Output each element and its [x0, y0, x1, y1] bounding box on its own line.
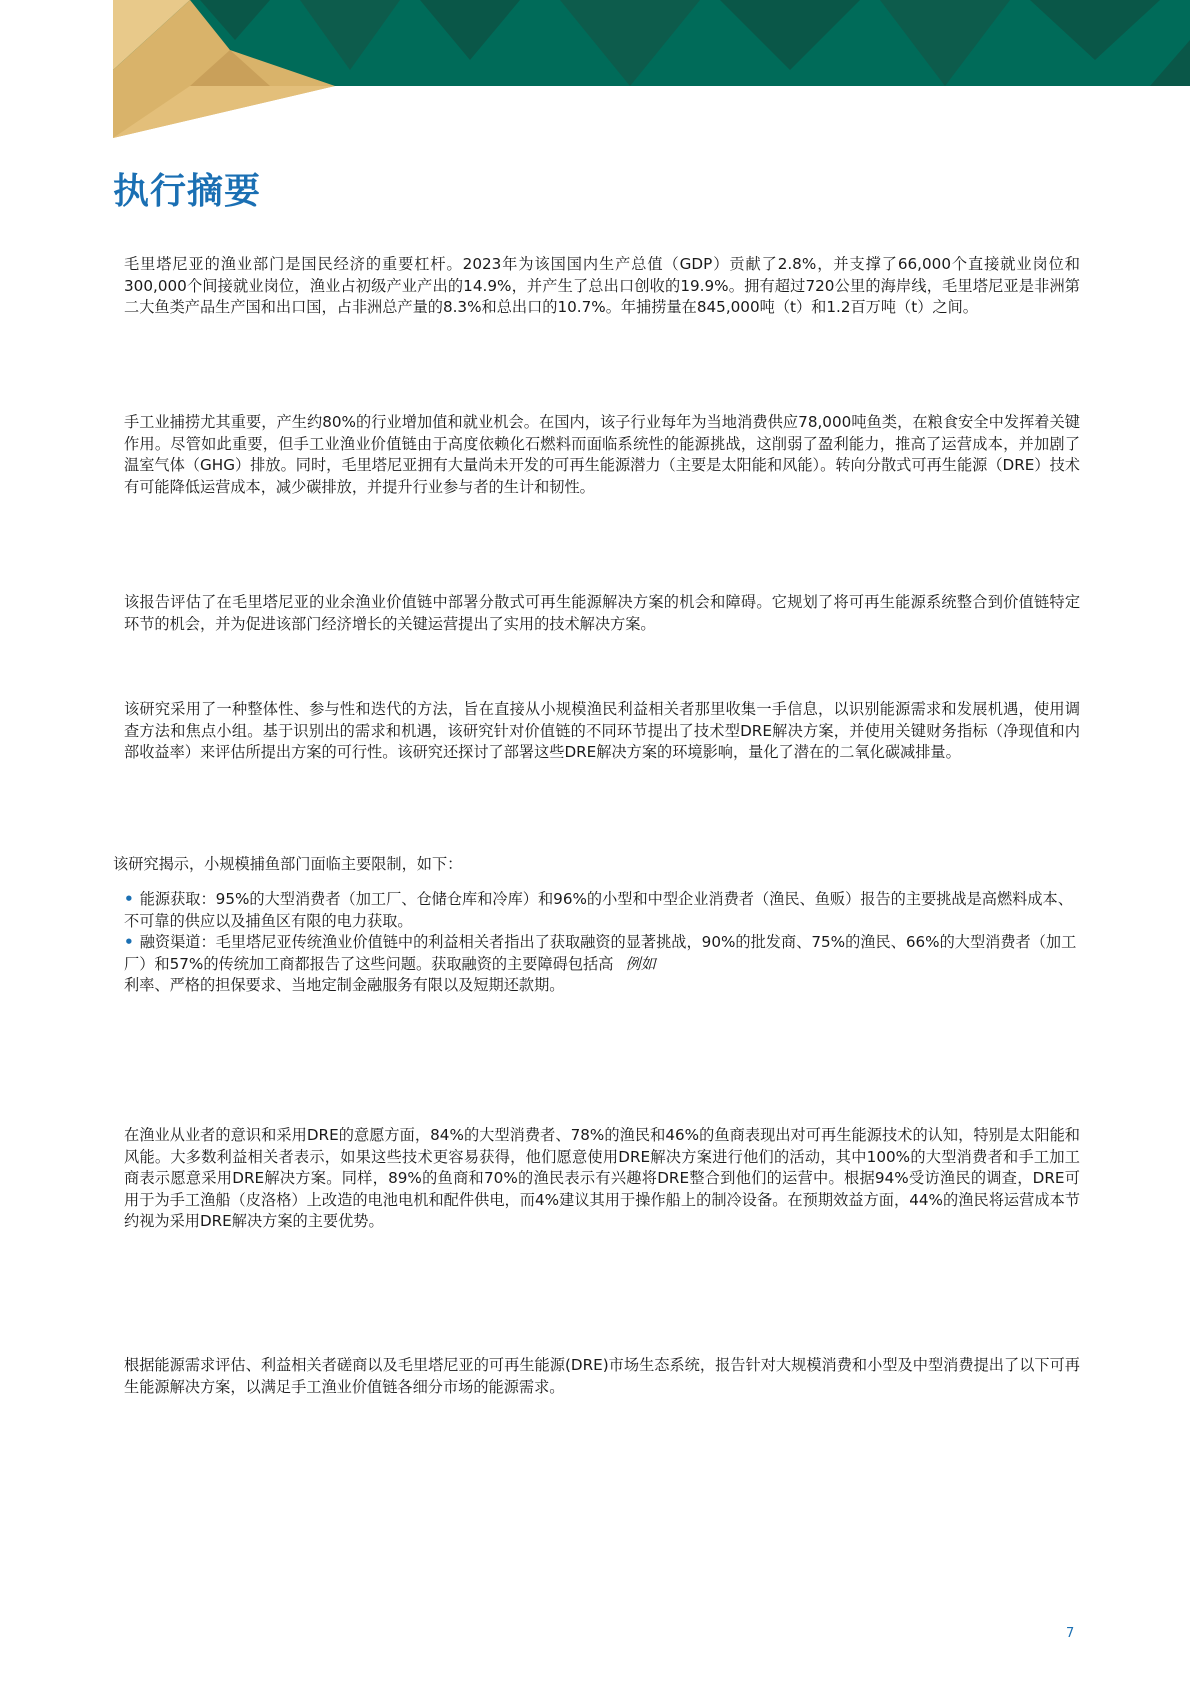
header-banner: [0, 0, 1190, 140]
list-item: [124, 932, 1080, 997]
paragraph-report-scope: 该报告评估了在毛里塔尼亚的业余渔业价值链中部署分散式可再生能源解决方案的机会和障碍。它规划了将可再生能源系统整合到价值链特定环节的机会，并为促进该部门经济增长的关键运营提出了实用的技术解决方案。: [124, 593, 1080, 633]
list-item-emphasis: 例如: [625, 954, 656, 973]
list-item-text-tail: 利率、严格的担保要求、当地定制金融服务有限以及短期还款期。: [124, 976, 565, 995]
bullet-marker: •: [124, 933, 134, 952]
paragraph-methodology: 该研究采用了一种整体性、参与性和迭代的方法，旨在直接从小规模渔民利益相关者那里收集一手信息，以识别能源需求和发展机遇，使用调查方法和焦点小组。基于识别出的需求和机遇，该研究针对价值链的不同环节提出了技术型DRE解决方案，并使用关键财务指标（净现值和内部收益率）来评估所提出方案的可行性。该研究还探讨了部署这些DRE解决方案的环境影响，量化了潜在的二氧化碳减排量。: [124, 700, 1080, 762]
page-title: 执行摘要: [113, 171, 262, 212]
findings-intro: 该研究揭示，小规模捕鱼部门面临主要限制，如下：: [113, 855, 463, 873]
paragraph-awareness-adoption: 在渔业从业者的意识和采用DRE的意愿方面，84%的大型消费者、78%的渔民和46%的鱼商表现出对可再生能源技术的认知，特别是太阳能和风能。大多数利益相关者表示，如果这些技术更容易获得，他们愿意使用DRE解决方案进行他们的活动，其中100%的大型消费者和手工加工商表示愿意采用DRE解决方案。同样，89%的鱼商和70%的渔民表示有兴趣将DRE整合到他们的运营中。根据94%受访渔民的调查，DRE可用于为手工渔船（皮洛格）上改造的电池电机和配件供电，而4%建议其用于操作船上的制冷设备。在预期效益方面，44%的渔民将运营成本节约视为采用DRE解决方案的主要优势。: [124, 1126, 1080, 1231]
list-item-text: 融资渠道：毛里塔尼亚传统渔业价值链中的利益相关者指出了获取融资的显著挑战，90%的批发商、75%的渔民、66%的大型消费者（加工厂）和57%的传统加工商都报告了这些问题。获取融资的主要障碍包括高: [124, 933, 1077, 973]
bullet-marker: •: [124, 890, 134, 908]
paragraph-proposed-solutions: 根据能源需求评估、利益相关者磋商以及毛里塔尼亚的可再生能源(DRE)市场生态系统，报告针对大规模消费和小型及中型消费提出了以下可再生能源解决方案，以满足手工渔业价值链各细分市场的能源需求。: [124, 1356, 1080, 1396]
list-item: [124, 889, 1080, 932]
paragraph-fisheries-overview: 毛里塔尼亚的渔业部门是国民经济的重要杠杆。2023年为该国国内生产总值（GDP）贡献了2.8%，并支撑了66,000个直接就业岗位和300,000个间接就业岗位，渔业占初级产业产出的14.9%，并产生了总出口创收的19.9%。拥有超过720公里的海岸线，毛里塔尼亚是非洲第二大鱼类产品生产国和出口国，占非洲总产量的8.3%和总出口的10.7%。年捕捞量在845,000吨（t）和1.2百万吨（t）之间。: [124, 255, 1080, 317]
paragraph-artisanal-fishing: 手工业捕捞尤其重要，产生约80%的行业增加值和就业机会。在国内，该子行业每年为当地消费供应78,000吨鱼类，在粮食安全中发挥着关键作用。尽管如此重要，但手工业渔业价值链由于高度依赖化石燃料而面临系统性的能源挑战，这削弱了盈利能力，推高了运营成本，并加剧了温室气体（GHG）排放。同时，毛里塔尼亚拥有大量尚未开发的可再生能源潜力（主要是太阳能和风能）。转向分散式可再生能源（DRE）技术有可能降低运营成本，减少碳排放，并提升行业参与者的生计和韧性。: [124, 413, 1080, 496]
findings-list: [124, 889, 1080, 997]
list-item-text: 能源获取：95%的大型消费者（加工厂、仓储仓库和冷库）和96%的小型和中型企业消费者（渔民、鱼贩）报告的主要挑战是高燃料成本、不可靠的供应以及捕鱼区有限的电力获取。: [124, 890, 1073, 930]
page-number: 7: [1066, 1626, 1075, 1641]
